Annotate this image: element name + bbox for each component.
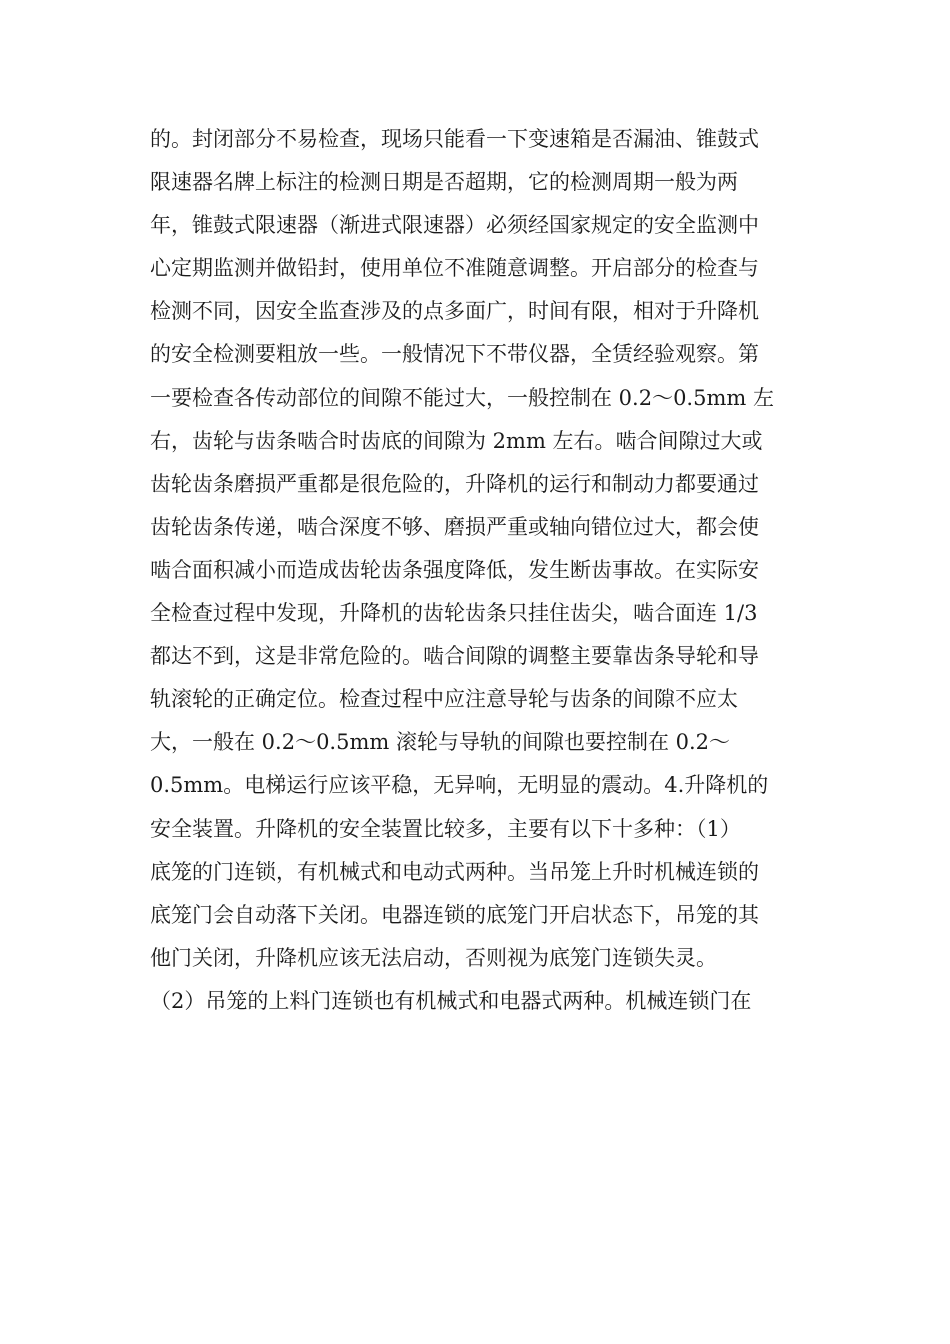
text-line: 轨滚轮的正确定位。检查过程中应注意导轮与齿条的间隙不应太: [150, 687, 738, 712]
text-line: 右，齿轮与齿条啮合时齿底的间隙为 2mm 左右。啮合间隙过大或: [150, 428, 763, 453]
body-text: [150, 118, 810, 1023]
text-line: 啮合面积减小而造成齿轮齿条强度降低，发生断齿事故。在实际安: [150, 557, 759, 582]
text-line: 全检查过程中发现，升降机的齿轮齿条只挂住齿尖，啮合面连 1/3: [150, 601, 758, 626]
text-line: 都达不到，这是非常危险的。啮合间隙的调整主要靠齿条导轮和导: [150, 644, 759, 669]
text-line: （2）吊笼的上料门连锁也有机械式和电器式两种。机械连锁门在: [150, 988, 752, 1013]
text-line: 心定期监测并做铅封，使用单位不准随意调整。开启部分的检查与: [150, 256, 759, 281]
text-line: 大，一般在 0.2～0.5mm 滚轮与导轨的间隙也要控制在 0.2～: [150, 730, 731, 755]
text-line: 底笼的门连锁，有机械式和电动式两种。当吊笼上升时机械连锁的: [150, 859, 759, 884]
text-line: 的安全检测要粗放一些。一般情况下不带仪器，全赁经验观察。第: [150, 342, 759, 367]
text-line: 检测不同，因安全监查涉及的点多面广，时间有限，相对于升降机: [150, 299, 759, 324]
text-line: 底笼门会自动落下关闭。电器连锁的底笼门开启状态下，吊笼的其: [150, 902, 759, 927]
text-line: 年，锥鼓式限速器（渐进式限速器）必须经国家规定的安全监测中: [150, 213, 759, 238]
text-line: 齿轮齿条磨损严重都是很危险的，升降机的运行和制动力都要通过: [150, 471, 759, 496]
text-line: 他门关闭，升降机应该无法启动，否则视为底笼门连锁失灵。: [150, 945, 717, 970]
text-line: 齿轮齿条传递，啮合深度不够、磨损严重或轴向错位过大，都会使: [150, 514, 759, 539]
text-line: 一要检查各传动部位的间隙不能过大，一般控制在 0.2～0.5mm 左: [150, 385, 774, 410]
text-line: 限速器名牌上标注的检测日期是否超期，它的检测周期一般为两: [150, 170, 738, 195]
text-line: 安全装置。升降机的安全装置比较多，主要有以下十多种：（1）: [150, 816, 741, 841]
text-line: 的。封闭部分不易检查，现场只能看一下变速箱是否漏油、锥鼓式: [150, 127, 759, 151]
text-line: 0.5mm。电梯运行应该平稳，无异响，无明显的震动。4.升降机的: [150, 773, 769, 798]
